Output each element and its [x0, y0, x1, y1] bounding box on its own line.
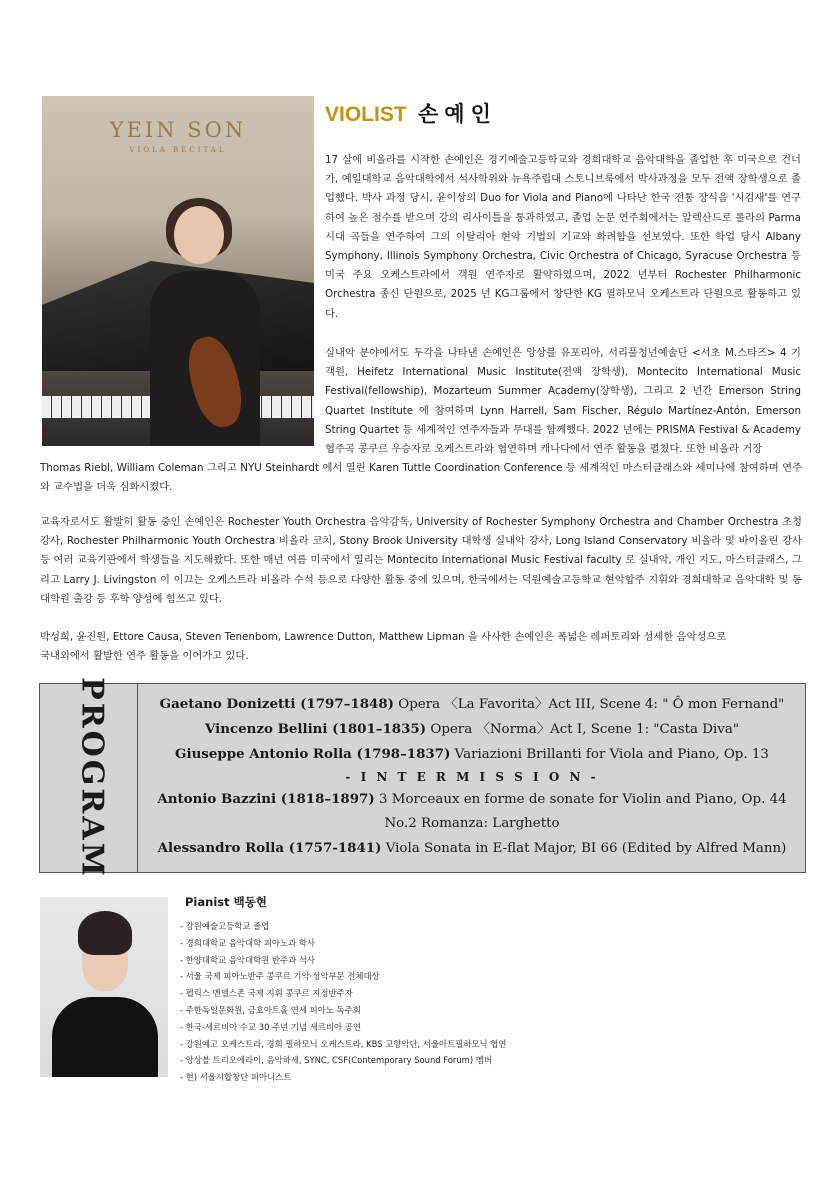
program-sub-line: No.2 Romanza: Larghetto [384, 816, 560, 831]
list-item: - 강원예술고등학교 졸업 [180, 921, 270, 931]
program-label: PROGRAM [74, 677, 110, 879]
pianist-photo [40, 897, 168, 1077]
program-composer: Vincenzo Bellini (1801–1835) [205, 721, 427, 737]
program-work: Opera 〈La Favorita〉Act III, Scene 4: " Ô mon Fernand" [394, 697, 785, 712]
list-item: - 주한독일문화원, 금호아트홀 연세 피아노 독주회 [180, 1004, 361, 1015]
program-item [138, 717, 806, 742]
program-label-column [40, 677, 138, 879]
program-item [138, 787, 806, 812]
program-box [39, 677, 806, 879]
program-work: Variazioni Brillanti for Viola and Piano, Op. 13 [450, 747, 769, 762]
bio-paragraph-2b: Thomas Riebl, William Coleman 그리고 NYU Steinhardt 에서 열린 Karen Tuttle Coordination Conference 등 세계적인 마스터클래스와 세미나에 참여하며 연주와 교수법을 더욱 심화시켰다. [40, 462, 802, 494]
program-item [138, 836, 806, 861]
list-item: - 경희대학교 음악대학 피아노과 학사 [180, 937, 316, 948]
pianist-body-shape [52, 997, 158, 1077]
album-subtitle: VIOLA RECITAL [129, 146, 227, 154]
list-item: - 현) 서울시합창단 피아니스트 [180, 1072, 292, 1083]
pianist-title: Pianist 백동현 [185, 895, 267, 909]
figure-head-shape [174, 206, 224, 264]
bio-paragraph-4 [40, 628, 802, 666]
program-composer: Giuseppe Antonio Rolla (1798–1837) [175, 746, 451, 762]
list-item: - 강원예고 오케스트라, 경희 필하모닉 오케스트라, KBS 교향악단, 서울아트필하모닉 협연 [180, 1038, 507, 1049]
violist-title-ko: 손예인 [418, 102, 497, 126]
list-item: - 한국-세르비아 수교 30 주년 기념 세르비아 공연 [180, 1021, 361, 1032]
bio-paragraph-4-line-1: 박성희, 윤진원, Ettore Causa, Steven Tenenbom, Lawrence Dutton, Matthew Lipman 을 사사한 손예인은 폭넓은 레퍼토리와 섬세한 음악성으로 [40, 631, 727, 643]
list-item: - 펠릭스 멘델스존 국제 지휘 콩쿠르 지정반주자 [180, 988, 353, 999]
program-item [138, 742, 806, 767]
program-work: Opera 〈Norma〉Act I, Scene 1: "Casta Diva" [426, 722, 739, 737]
pianist-hair-shape [78, 911, 132, 955]
bio-paragraph-2a: 실내악 분야에서도 두각을 나타낸 손예인은 앙상블 유포리아, 서리풀청년예술단 <서초 M.스타즈> 4 기 객원, Heifetz International Music Institute(전액 장학생), Montecito International Music Festival(fellowship), Mozarteum Summer Academy(장학생), 그리고 2 년간 Emerson String Quartet Institute 에 참여하며 Lynn Harrell, Sam Fischer, Régulo Martínez-Antón, Emerson String Quartet 등 세계적인 연주자들과 무대를 함께했다. 2022 년에는 PRISMA Festival & Academy 협주곡 콩쿠르 우승자로 오케스트라와 협연하며 캐나다에서 연주 활동을 펼쳤다. 또한 비올라 거장 [325, 347, 801, 456]
list-item: - 한양대학교 음악대학원 반주과 석사 [180, 954, 316, 965]
bio-paragraph-3: 교육자로서도 활발히 활동 중인 손예인은 Rochester Youth Orchestra 음악감독, University of Rochester Symphony Orchestra and Chamber Orchestra 초청 강사, Rochester Philharmonic Youth Orchestra 비올라 코치, Stony Brook University 대학생 실내악 강사, Long Island Conservatory 비올라 및 바이올린 강사 등 여러 교육기관에서 학생들을 지도해왔다. 또한 매년 여름 미국에서 열리는 Montecito International Music Festival faculty 로 실내악, 개인 지도, 마스터클래스, 그리고 Larry J. Livingston 이 이끄는 오케스트라 비올라 수석 등으로 다양한 활동 중에 있으며, 한국에서는 덕원예술고등학교 현악합주 지휘와 경희대학교 음악대학 및 동대학원 출강 등 후학 양성에 힘쓰고 있다. [40, 516, 802, 605]
program-item [138, 692, 806, 717]
bio-paragraph-4-line-2: 국내외에서 활발한 연주 활동을 이어가고 있다. [40, 650, 249, 663]
program-list [138, 692, 806, 861]
program-composer: Antonio Bazzini (1818–1897) [157, 791, 375, 807]
program-work: 3 Morceaux en forme de sonate for Violin and Piano, Op. 44 [374, 792, 787, 807]
album-title: YEIN SON [109, 118, 247, 142]
program-work: Viola Sonata in E-flat Major, BI 66 (Edited by Alfred Mann) [381, 841, 787, 856]
violist-title [325, 98, 497, 128]
list-item: - 앙상블 트리오에라이, 음악하세, SYNC, CSF(Contemporary Sound Forum) 멤버 [180, 1055, 492, 1066]
list-item: - 서울 국제 피아노반주 콩쿠르 기악·성악부문 전체대상 [180, 971, 380, 982]
program-composer: Gaetano Donizetti (1797–1848) [159, 696, 394, 712]
violist-photo [42, 96, 314, 446]
program-intermission: - I N T E R M I S S I O N - [345, 770, 599, 784]
bio-paragraph-1: 17 살에 비올라를 시작한 손예인은 경기예술고등학교와 경희대학교 음악대학을 졸업한 후 미국으로 건너가, 예일대학교 음악대학에서 석사학위와 뉴욕주립대 스토니브룩에서 박사과정을 모두 전액 장학생으로 졸업했다. 박사 과정 당시, 윤이상의 Duo for Viola and Piano에 나타난 한국 전통 장식음 '시김새'를 연구하여 높은 점수를 받으며 강의 리사이틀을 통과하였고, 졸업 논문 연주회에서는 알렉산드로 롤라의 Parma 시대 곡들을 연주하여 그의 이탈리아 현악 기법의 기교와 화려함을 선보였다. 또한 학업 당시 Albany Symphony, Illinois Symphony Orchestra, Civic Orchestra of Chicago, Syracuse Orchestra 등 미국 주요 오케스트라에서 객원 연주자로 활약하였으며, 2022 년부터 Rochester Philharmonic Orchestra 종신 단원으로, 2025 년 KG그룹에서 창단한 KG 필하모닉 오케스트라 단원으로 활동하고 있다. [325, 154, 801, 320]
violist-title-en: VIOLIST [325, 103, 407, 126]
pianist-career-list [180, 918, 506, 1086]
program-composer: Alessandro Rolla (1757-1841) [157, 840, 382, 856]
